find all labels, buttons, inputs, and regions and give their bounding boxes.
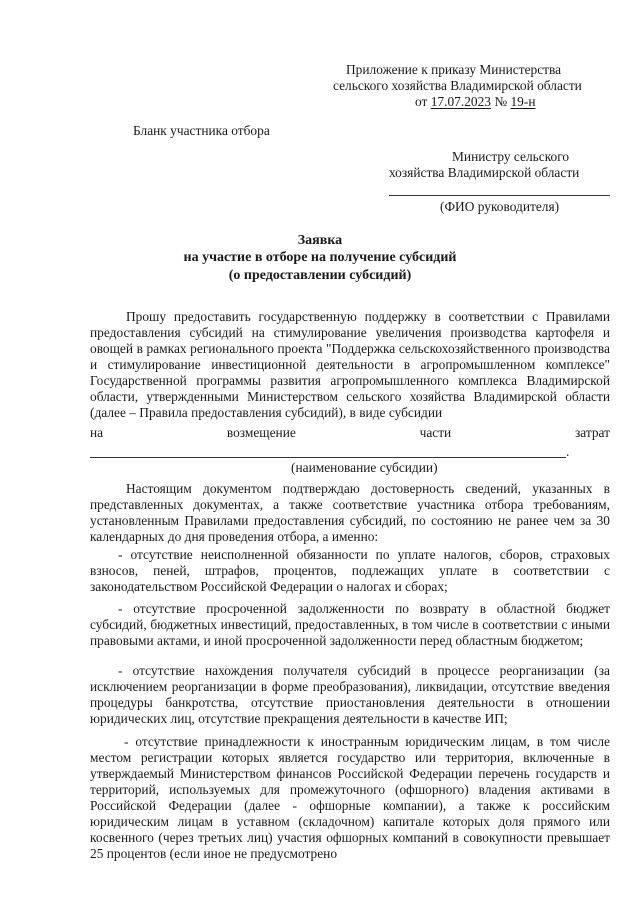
addressee-line-2: хозяйства Владимирской области: [389, 165, 580, 180]
word-costs: затрат: [574, 425, 610, 440]
paragraph-confirmation: Настоящим документом подтверждаю достоверность сведений, указанных в представленных документах, а также соответствие участника отбора требованиям, установленным Правилами предоставления субсидий, по состоянию не ранее чем за 30 календарных дo дня проведения отбора, а именно:: [90, 481, 610, 544]
attachment-from: от: [415, 94, 431, 109]
requirement-reorganization: - отсутствие нахождения получателя субсидий в процессе реорганизации (за исключением реорганизации в форме преобразования), ликвидации, отсутствие введения процедуры банкротства, отсутствие приостановления деятельности в отношении юридических лиц, отсутствие прекращения деятельности в качестве ИП;: [90, 663, 610, 726]
paragraph-request-last-line: [90, 425, 610, 441]
order-number: 19-н: [510, 94, 536, 109]
subsidy-caption: (наименование субсидии): [291, 460, 438, 475]
subsidy-name-underline: [90, 457, 566, 458]
signature-caption: (ФИО руководителя): [440, 199, 560, 214]
requirement-offshore: - отсутствие принадлежности к иностранным юридическим лицам, в том числе местом регистрации которых является государство или территория, включенные в утверждаемый Министерством финансов Российской Федерации перечень государств и территорий, используемых для промежуточного (офшорного) владения активами в Российской Федерации (далее - офшорные компании), а также к российским юридическим лицам в уставном (складочном) капитале которых доля прямого или косвенного (через третьих лиц) участия офшорных компаний в совокупности превышает 25 процентов (если иное не предусмотрено: [90, 734, 610, 861]
attachment-line-1: Приложение к приказу Министерства: [346, 62, 562, 77]
word-part: части: [419, 425, 452, 440]
order-date: 17.07.2023: [430, 94, 491, 109]
document-subtitle: на участие в отборе на получение субсидий: [183, 250, 457, 265]
document-subtitle-2: (о предоставлении субсидий): [228, 268, 412, 283]
word-compensation: возмещение: [226, 425, 296, 440]
paragraph-request: Прошу предоставить государственную поддержку в соответствии с Правилами предоставления субсидий на стимулирование увеличения производства картофеля и овощей в рамках регионального проекта "Поддержка сельскохозяйственного производства и стимулирование инвестиционной деятельности в агропромышленном комплексе" Государственной программы развития агропромышленного комплекса Владимирской области, утвержденными Министерством сельского хозяйства Владимирской области (далее – Правила предоставления субсидий), в виде субсидии: [90, 309, 610, 420]
form-label: Бланк участника отбора: [133, 123, 270, 138]
requirement-debt: - отсутствие просроченной задолженности по возврату в областной бюджет субсидий, бюджетных инвестиций, предоставленных, в том числе в соответствии с иными правовыми актами, и иной просроченной задолженности перед областным бюджетом;: [90, 601, 610, 648]
attachment-line-3: [415, 94, 536, 110]
subsidy-end-dot: .: [566, 444, 570, 459]
attachment-line-2: сельского хозяйства Владимирской области: [333, 78, 582, 93]
number-sign: №: [490, 94, 511, 109]
requirement-taxes: - отсутствие неисполненной обязанности по уплате налогов, сборов, страховых взносов, пеней, штрафов, процентов, подлежащих уплате в соответствии с законодательством Российской Федерации о налогах и сборах;: [90, 547, 610, 594]
signature-underline: [389, 195, 610, 196]
document-title: Заявка: [297, 233, 343, 248]
word-na: на: [90, 425, 104, 440]
addressee-line-1: Министру сельского: [452, 149, 570, 164]
